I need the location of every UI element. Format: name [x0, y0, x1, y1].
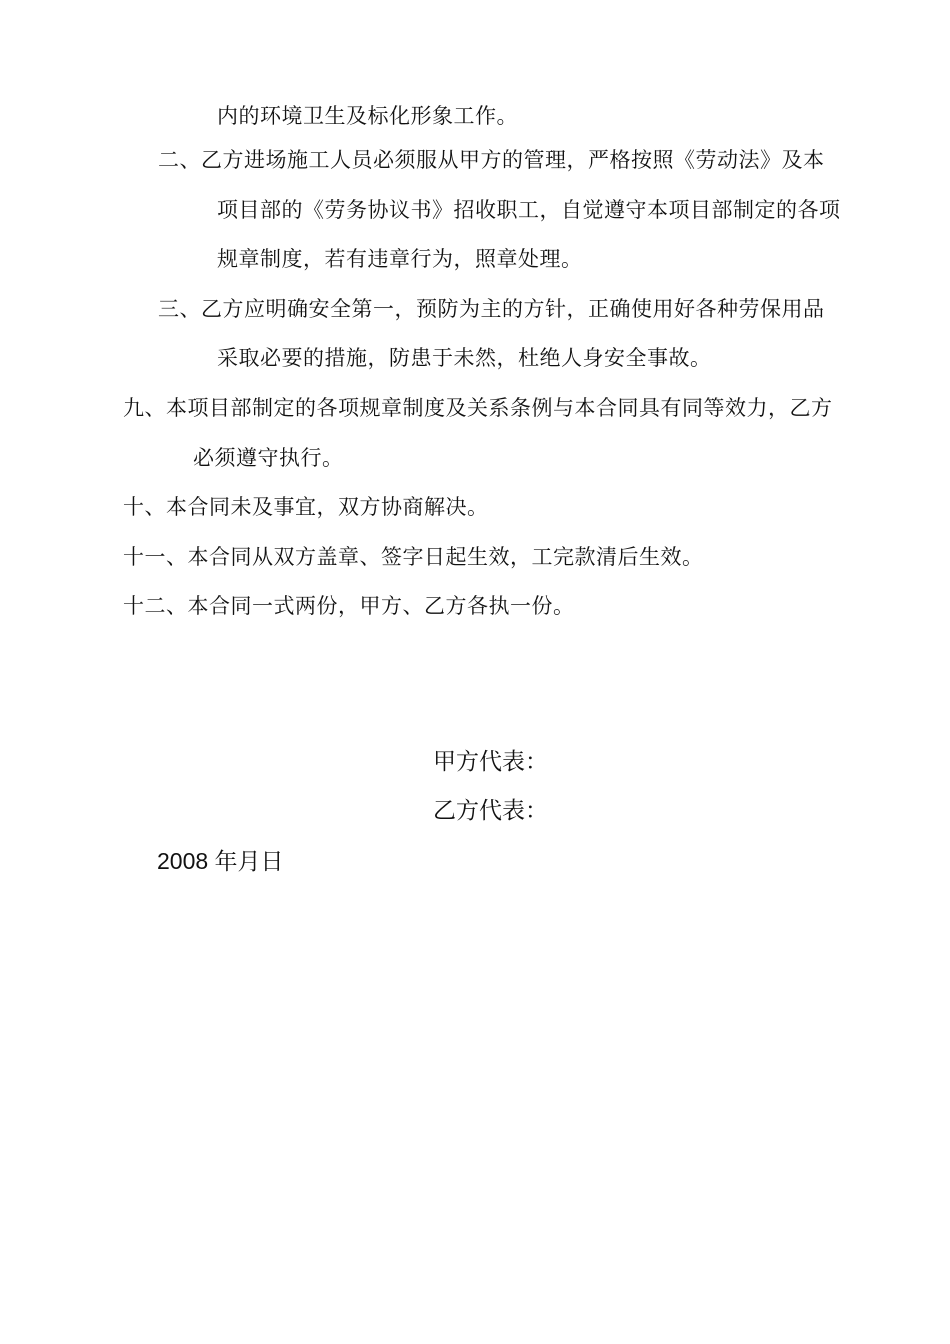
signing-date: 2008 年月日 — [157, 848, 284, 874]
clause-line: 十一、本合同从双方盖章、签字日起生效，工完款清后生效。 — [123, 545, 704, 569]
clause-line: 内的环境卫生及标化形象工作。 — [217, 104, 518, 128]
clause-line: 规章制度，若有违章行为，照章处理。 — [217, 247, 583, 271]
clause-line: 十、本合同未及事宜，双方协商解决。 — [123, 495, 489, 519]
clause-line: 三、乙方应明确安全第一，预防为主的方针，正确使用好各种劳保用品 — [158, 297, 825, 321]
clause-line: 十二、本合同一式两份，甲方、乙方各执一份。 — [123, 594, 575, 618]
party-a-signature-label: 甲方代表： — [433, 749, 548, 775]
clause-line: 九、本项目部制定的各项规章制度及关系条例与本合同具有同等效力，乙方 — [123, 396, 833, 420]
clause-line: 项目部的《劳务协议书》招收职工，自觉遵守本项目部制定的各项 — [217, 198, 841, 222]
clause-line: 二、乙方进场施工人员必须服从甲方的管理，严格按照《劳动法》及本 — [158, 148, 825, 172]
clause-line: 必须遵守执行。 — [193, 446, 344, 470]
clause-line: 采取必要的措施，防患于未然，杜绝人身安全事故。 — [217, 346, 712, 370]
party-b-signature-label: 乙方代表： — [433, 798, 548, 824]
